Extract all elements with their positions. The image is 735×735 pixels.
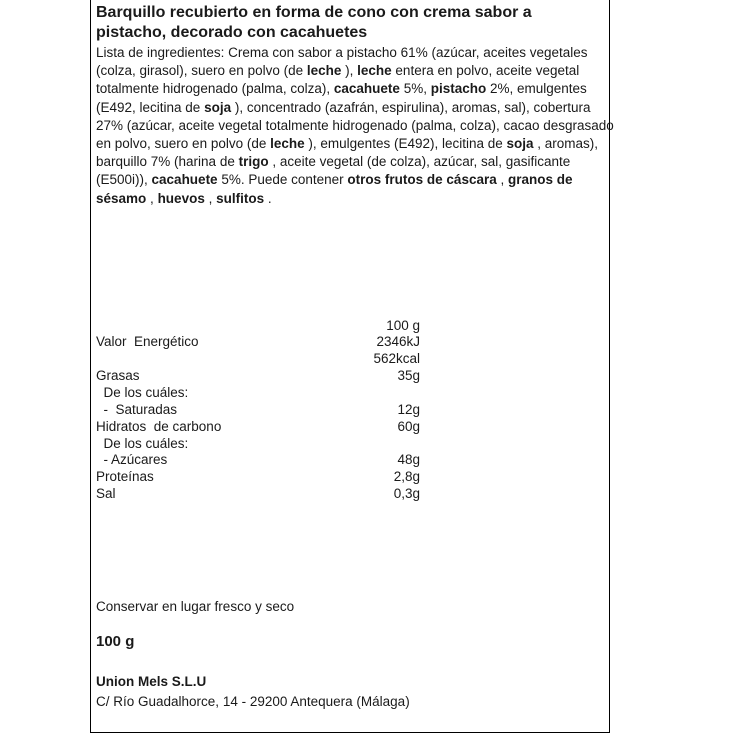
ingredients-text: entera en polvo, aceite vegetal totalmente hidrogenado (palma, colza), [96,63,580,97]
ingredients-text: ), [341,63,358,79]
allergen-highlight: trigo [238,154,269,170]
nutrition-value: 35g [397,368,420,383]
net-weight: 100 g [96,633,135,650]
product-title-line-2: pistacho, decorado con cacahuetes [96,24,368,41]
allergen-highlight: sulfitos [216,190,265,206]
nutrition-label: Proteínas [96,469,154,484]
ingredients-text: , [204,190,217,206]
nutrition-label: Grasas [96,368,140,383]
nutrition-value: 2346kJ [376,334,420,349]
product-title-line-1: Barquillo recubierto en forma de cono con crema sabor a [96,4,532,21]
company-name: Union Mels S.L.U [96,674,207,689]
ingredients-text: , [146,190,158,206]
ingredients-text: , aromas), barquillo 7% (harina de [96,136,599,170]
nutrition-label: - Azúcares [96,452,168,467]
nutrition-label: Valor Energético [96,334,199,349]
storage-instructions: Conservar en lugar fresco y seco [96,599,295,614]
nutrition-value: 48g [397,452,420,467]
ingredients-text: , aceite vegetal (de colza), azúcar, sal, gasificante (E500i)), [96,154,571,188]
allergen-highlight: otros frutos de cáscara [347,172,497,188]
nutrition-label: - Saturadas [96,402,178,417]
ingredients-text: 2%, emulgentes (E492, lecitina de [96,81,587,115]
nutrition-value: 0,3g [393,486,420,501]
allergen-highlight: soja [506,136,534,152]
allergen-highlight: leche [357,63,392,79]
nutrition-value: 562kcal [373,351,420,366]
nutrition-label: De los cuáles: [96,385,189,400]
ingredients-text: , [496,172,508,188]
ingredients-text: ), concentrado (azafrán, espirulina), aromas, sal), cobertura 27% (azúcar, aceite vegetal totalmente hidrogenado (palma, colza), cacao desgrasado en polvo, suero en polvo (de [96,99,614,152]
ingredients-text: . [264,190,272,206]
nutrition-header: 100 g [386,318,420,333]
allergen-highlight: leche [306,63,342,79]
product-title [96,3,611,43]
allergen-highlight: pistacho [430,81,487,97]
allergen-highlight: soja [204,99,232,115]
ingredients-text: ), emulgentes (E492), lecitina de [304,136,507,152]
nutrition-label: De los cuáles: [96,436,189,451]
nutrition-value: 60g [397,419,420,434]
allergen-highlight: granos de sésamo [96,172,573,206]
ingredients-text: Lista de ingredientes: Crema con sabor a pistacho 61% (azúcar, aceites vegetales (colza, girasol), suero en polvo (de [96,45,588,79]
nutrition-label: Sal [96,486,116,501]
nutrition-label: Hidratos de carbono [96,419,222,434]
ingredients-list [96,44,616,208]
nutrition-value: 12g [397,402,420,417]
ingredients-text: 5%. Puede contener [217,172,348,188]
allergen-highlight: leche [270,136,305,152]
allergen-highlight: cacahuete [151,172,218,188]
allergen-highlight: huevos [157,190,205,206]
company-address: C/ Río Guadalhorce, 14 - 29200 Antequera (Málaga) [96,694,410,709]
ingredients-text: 5%, [399,81,431,97]
allergen-highlight: cacahuete [333,81,400,97]
nutrition-value: 2,8g [393,469,420,484]
